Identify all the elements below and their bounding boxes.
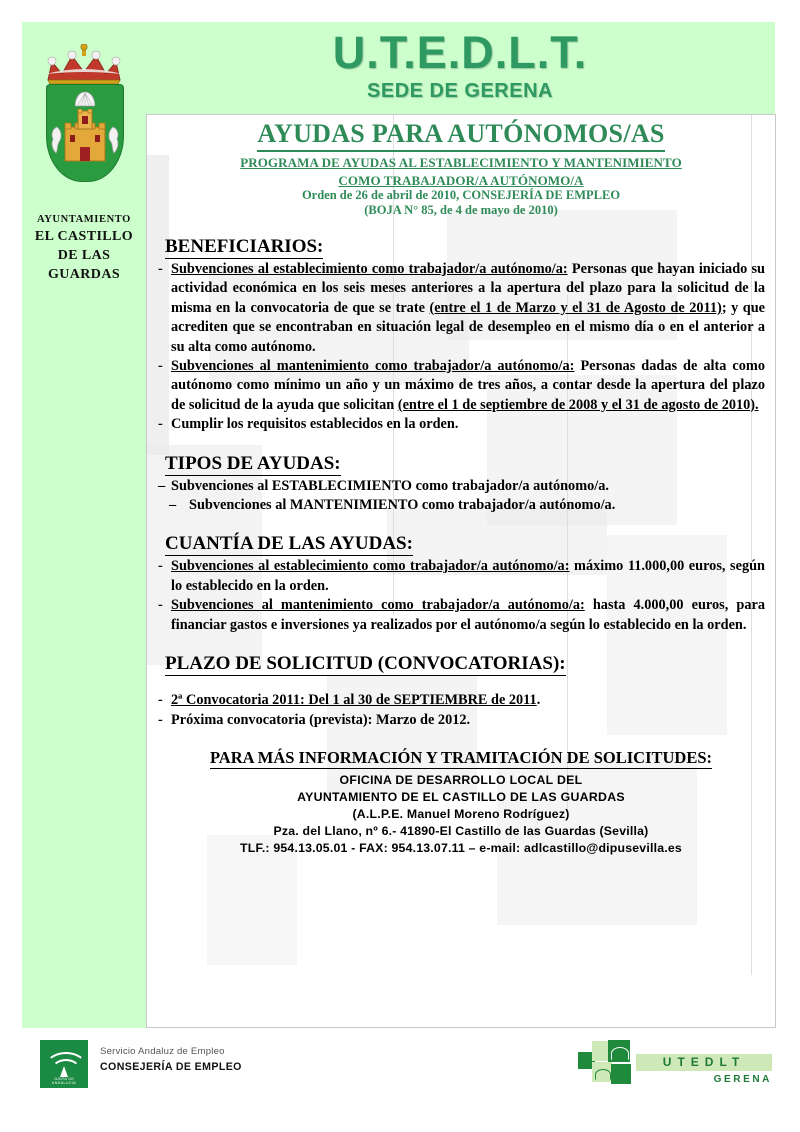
supporter-figure-right-icon [106,125,120,155]
section-heading-cuantia: CUANTÍA DE LAS AYUDAS: [165,533,413,555]
junta-de-andalucia-icon [40,1040,88,1088]
item-tail: Próxima convocatoria (prevista): Marzo de 2012. [171,711,471,728]
bullet-dash: – [158,477,166,494]
contact-title: PARA MÁS INFORMACIÓN Y TRAMITACIÓN DE SOLICITUDES: [209,747,713,767]
item-lead: Subvenciones al establecimiento como trabajador/a autónomo/a: [171,558,570,575]
bullet-dash: - [158,261,163,277]
program-subtitle-1: PROGRAMA DE AYUDAS AL ESTABLECIMIENTO Y MANTENIMIENTO [240,155,682,170]
content-card [146,114,776,1028]
list-item [157,557,765,596]
mosaic-square-arch [608,1040,630,1062]
item-body-underlined: (entre el 1 de septiembre de 2008 y el 31 de agosto de 2010). [397,396,759,413]
section-heading-tipos: TIPOS DE AYUDAS: [165,452,341,474]
utedlt-place: GERENA [713,1074,772,1085]
list-item [157,415,765,434]
list-item [157,596,765,635]
castle-icon [63,109,107,163]
triangle-shape [60,1066,68,1077]
list-item [157,260,765,357]
plazo-list [157,691,765,730]
junta-de-andalucia-logo [40,1040,270,1096]
municipality-line-4: GUARDAS [47,267,121,282]
junta-text [100,1046,242,1073]
item-body: Subvenciones al ESTABLECIMIENTO como trabajador/a autónomo/a. [171,477,609,494]
contact-line-4: Pza. del Llano, nº 6.- 41890-El Castillo de las Guardas (Sevilla) [273,823,649,838]
contact-line-2: AYUNTAMIENTO DE EL CASTILLO DE LAS GUARDAS [297,789,625,804]
utedlt-logo [578,1038,778,1098]
section-heading-plazo: PLAZO DE SOLICITUD (CONVOCATORIAS): [165,653,566,675]
mosaic-square-arch [592,1062,612,1082]
contact-block [157,748,765,857]
bullet-dash: - [158,358,163,375]
junta-line-2: CONSEJERÍA DE EMPLEO [100,1061,242,1073]
contact-line-1: OFICINA DE DESARROLLO LOCAL DEL [339,772,583,787]
item-lead: Subvenciones al mantenimiento como trabajador/a autónomo/a: [171,358,575,375]
item-body-after: ; y que acrediten que se encontraban en situación legal de desempleo en el mismo día o en el anterior a su alta como autónomo. [171,299,765,355]
bullet-dash: – [169,497,177,514]
list-item [157,477,765,496]
list-item [157,496,765,515]
municipality-label [22,212,146,284]
contact-line-3: (A.L.P.E. Manuel Moreno Rodríguez) [352,806,570,821]
bullet-dash: - [158,692,163,709]
item-body: Subvenciones al MANTENIMIENTO como trabajador/a autónomo/a. [189,497,616,514]
shield-icon [46,84,124,182]
item-body: máximo 11.000,00 euros, según lo establecido en la orden. [171,558,765,594]
item-body-underlined: (entre el 1 de Marzo y el 31 de Agosto de 2011) [429,299,722,316]
section-plazo [157,643,765,730]
order-reference: Orden de 26 de abril de 2010, CONSEJERÍA DE EMPLEO [301,188,621,202]
bullet-dash: - [158,597,163,614]
bullet-dash: - [158,558,163,575]
sidebar [22,22,146,1028]
tipos-list [157,477,765,516]
program-subtitle-2: COMO TRABAJADOR/A AUTÓNOMO/A [338,173,584,188]
municipality-line-2: EL CASTILLO [34,229,134,244]
contact-details [157,772,765,857]
item-lead: Subvenciones al mantenimiento como trabajador/a autónomo/a: [171,597,585,614]
arch-shape [595,1069,611,1080]
cuantia-list [157,557,765,635]
municipality-line-3: DE LAS [57,248,111,263]
coat-of-arms-icon [30,40,138,200]
list-item [157,711,765,730]
junta-line-1: Servicio Andaluz de Empleo [100,1046,225,1057]
item-body-before: Cumplir los requisitos establecidos en la orden. [171,416,459,433]
mosaic-square [611,1064,631,1084]
beneficiarios-list [157,260,765,435]
utedlt-letters: UTEDLT [636,1054,772,1071]
supporter-figure-left-icon [50,125,64,155]
program-title: AYUDAS PARA AUTÓNOMOS/AS [257,119,664,152]
list-item [157,357,765,415]
page-title: U.T.E.D.L.T. [332,27,588,78]
item-lead: Subvenciones al establecimiento como trabajador/a autónomo/a: [171,261,568,277]
boja-reference: (BOJA N° 85, de 4 de mayo de 2010) [364,203,558,217]
contact-line-5: TLF.: 954.13.05.01 - FAX: 954.13.07.11 – e-mail: adlcastillo@dipusevilla.es [240,840,682,855]
section-heading-beneficiarios: BENEFICIARIOS: [165,236,324,257]
item-body-before: Personas dadas de alta como autónomo como mínimo un año y un máximo de tres años, a contar desde la apertura del plazo de solicitud de la ayuda que solicitan [171,358,765,413]
arch-shape [611,1047,629,1060]
list-item [157,691,765,710]
item-tail: . [536,692,541,709]
header [150,28,770,103]
item-body: hasta 4.000,00 euros, para financiar gastos e inversiones ya realizados por el autónomo/a según lo establecido en la orden. [171,597,765,633]
municipality-line-1: AYUNTAMIENTO [37,214,131,225]
item-underlined: 2ª Convocatoria 2011: Del 1 al 30 de SEPTIEMBRE de 2011 [171,692,537,709]
page-subtitle: SEDE DE GERENA [367,80,553,102]
scallop-shell-icon [75,91,95,109]
crown-icon [40,44,128,88]
section-tipos [157,443,765,516]
junta-mark-text: JUNTA DE ANDALUCIA [51,1077,77,1085]
section-cuantia [157,523,765,635]
bullet-dash: - [158,711,163,728]
program-header [157,119,765,218]
item-body-before: Personas que hayan iniciado su actividad económica en los seis meses anteriores a la apertura del plazo para la solicitud de la misma en la convocatoria de que se trate [171,261,766,316]
bullet-dash: - [158,416,163,433]
section-beneficiarios [157,226,765,435]
